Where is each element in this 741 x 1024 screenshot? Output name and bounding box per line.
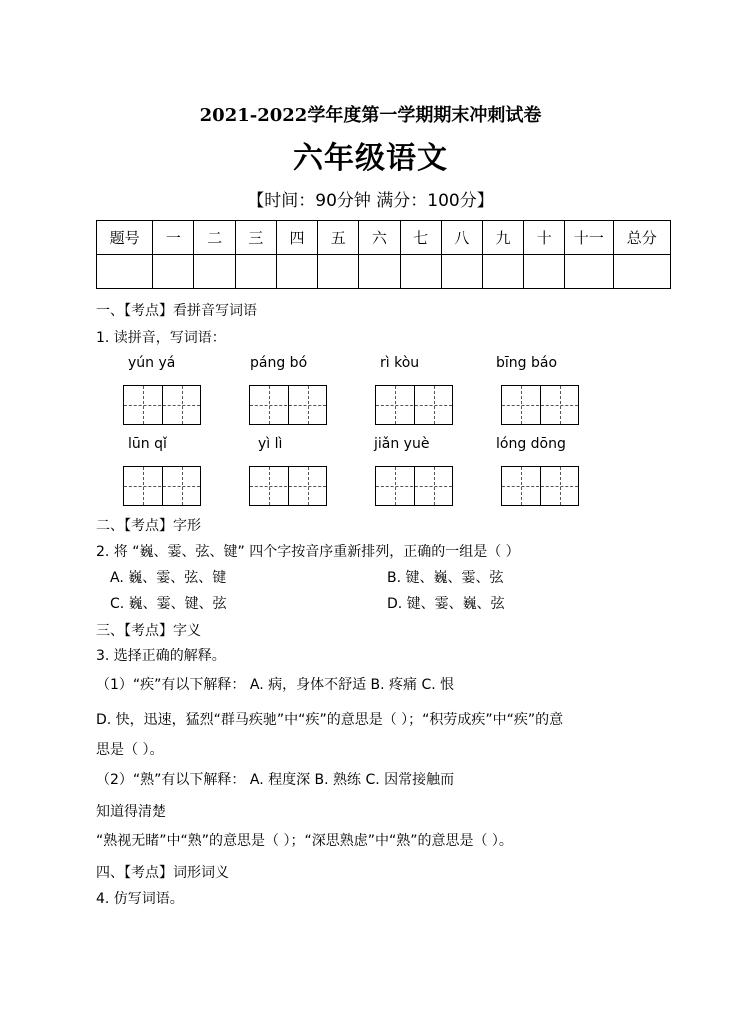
score-blank-cell [482,255,523,289]
exam-info: 【时间：90分钟 满分：100分】 [247,191,494,211]
section-heading: 三、【考点】字义 [96,623,201,639]
writing-grid[interactable] [501,466,579,506]
score-blank-cell [441,255,482,289]
question-text: 3. 选择正确的解释。 [96,648,226,664]
writing-grid[interactable] [375,466,453,506]
question-text: 1. 读拼音，写词语： [96,330,226,346]
question-text: “熟视无睹”中“熟”的意思是（ ）；“深思熟虑”中“熟”的意思是（ ）。 [96,833,513,849]
answer-option[interactable]: B. 键、巍、霎、弦 [387,570,504,586]
answer-option[interactable]: D. 键、霎、巍、弦 [387,596,505,612]
score-header-cell: 二 [194,221,235,255]
score-header-cell: 题号 [97,221,153,255]
score-header-cell: 八 [441,221,482,255]
pinyin-label: lóng dōng [496,436,566,452]
section-heading: 一、【考点】看拼音写词语 [96,303,257,319]
question-text: D. 快，迅速，猛烈“群马疾驰”中“疾”的意思是（ ）；“积劳成疾”中“疾”的意 [96,712,564,728]
score-header-cell: 三 [235,221,276,255]
writing-grid[interactable] [249,385,327,425]
score-header-cell: 十 [524,221,565,255]
score-header-cell: 一 [153,221,194,255]
section-heading: 二、【考点】字形 [96,518,201,534]
pinyin-label: páng bó [250,355,308,371]
question-text: （1）“疾”有以下解释： A. 病，身体不舒适 B. 疼痛 C. 恨 [96,677,455,693]
pinyin-label: yì lì [258,436,283,452]
pinyin-label: bīng báo [496,355,558,371]
score-blank-cell [613,255,670,289]
answer-option[interactable]: A. 巍、霎、弦、键 [110,570,227,586]
score-blank-cell [318,255,359,289]
score-blank-cell [359,255,400,289]
score-blank-cell [194,255,235,289]
writing-grid[interactable] [249,466,327,506]
score-blank-cell [235,255,276,289]
score-blank-cell [524,255,565,289]
writing-grid[interactable] [501,385,579,425]
pinyin-label: yún yá [128,355,176,371]
score-blank-cell [565,255,613,289]
document-title: 六年级语文 [293,141,448,176]
score-header-cell: 五 [318,221,359,255]
pinyin-label: jiǎn yuè [374,436,430,452]
document-subtitle: 2021-2022学年度第一学期期末冲刺试卷 [199,105,542,126]
score-blank-cell [97,255,153,289]
writing-grid[interactable] [123,466,201,506]
score-header-cell: 六 [359,221,400,255]
score-table [96,220,671,289]
question-text: 思是（ ）。 [96,742,164,758]
question-text: 2. 将 “巍、霎、弦、键” 四个字按音序重新排列，正确的一组是（ ） [96,544,520,560]
score-blank-cell [400,255,441,289]
question-text: 知道得清楚 [96,804,166,820]
score-blank-cell [153,255,194,289]
writing-grid[interactable] [375,385,453,425]
score-header-cell: 七 [400,221,441,255]
section-heading: 四、【考点】词形词义 [96,865,229,881]
pinyin-label: lūn qǐ [128,436,167,452]
score-header-cell: 总分 [613,221,670,255]
question-text: （2）“熟”有以下解释： A. 程度深 B. 熟练 C. 因常接触而 [96,772,455,788]
score-header-cell: 十一 [565,221,613,255]
pinyin-label: rì kòu [380,355,420,371]
question-text: 4. 仿写词语。 [96,891,184,907]
score-table-blank-row [97,255,671,289]
score-blank-cell [276,255,317,289]
score-header-cell: 四 [276,221,317,255]
score-table-header-row [97,221,671,255]
writing-grid[interactable] [123,385,201,425]
score-header-cell: 九 [482,221,523,255]
answer-option[interactable]: C. 巍、霎、键、弦 [110,596,227,612]
